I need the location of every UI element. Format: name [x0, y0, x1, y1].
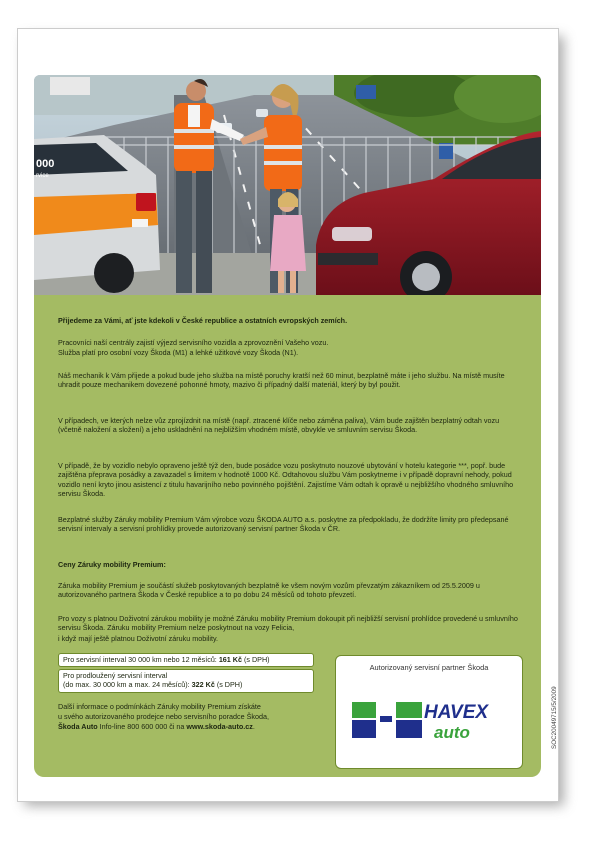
- footer-line-2: u svého autorizovaného prodejce nebo servisního poradce Škoda,: [58, 712, 269, 721]
- document-code: SOC20049715/5/2009: [551, 686, 558, 749]
- price-box-extended-tail: (s DPH): [214, 680, 243, 690]
- roadside-assistance-scene: [34, 75, 541, 295]
- footer-dot: .: [252, 722, 255, 731]
- leaflet-page: [17, 28, 559, 802]
- price-box-standard: [58, 653, 314, 667]
- footer-line-1: Další informace o podmínkách Záruky mobility Premium získáte: [58, 702, 261, 711]
- van-text: 000: [36, 158, 55, 170]
- price-extended-value: 322 Kč: [191, 680, 215, 690]
- brand-name: Škoda Auto: [58, 722, 98, 731]
- van-text-small: rvice: [36, 173, 49, 179]
- logo-word-havex: HAVEX: [424, 702, 489, 723]
- partner-box: [335, 655, 523, 769]
- intro-paragraph-1a: Pracovníci naší centrály zajistí výjezd servisního vozidla a zprovoznění Vašeho vozu.: [58, 338, 329, 347]
- intro-paragraph-4: V případě, že by vozidlo nebylo opraveno ještě týž den, bude posádce vozu poskytnuto nouzové ubytování v hotelu kategorie ***, popř. bude zajištěna přeprava posádky a zavazadel s limitem v hodnotě 1000 Kč. Odtahovou službu Vám poskytneme i v případě dopravní nehody, pokud vozidlo není kryto jinou asistencí z titulu havarijního nebo povinného pojištění. Zajistíme Vám odtah k opravě u nejbližšího vhodného smluvního servisu Škoda.: [58, 461, 514, 499]
- havex-auto-logo: [350, 696, 510, 746]
- prices-heading: Ceny Záruky mobility Premium:: [58, 560, 166, 569]
- prices-paragraph-2a: Pro vozy s platnou Doživotní zárukou mobility je možné Záruku mobility Premium dokoupit při nejbližší servisní prohlídce provedené u smluvního servisu Škoda. Záruku mobility Premium nelze poskytnout na vozy Felicia,: [58, 614, 518, 633]
- prices-paragraph-2b: i když mají ještě platnou Doživotní záruku mobility.: [58, 634, 219, 643]
- price-box-standard-text: Pro servisní interval 30 000 km nebo 12 měsíců:: [63, 655, 219, 664]
- price-box-extended: [58, 669, 314, 693]
- intro-paragraph-5: Bezplatné služby Záruky mobility Premium Vám výrobce vozu ŠKODA AUTO a.s. poskytne za předpokladu, že dodržíte limity pro předepsané servisní intervaly a servisní prohlídky provede autorizovaný servisní partner Škoda v ČR.: [58, 515, 509, 534]
- price-standard-value: 161 Kč: [218, 655, 242, 664]
- intro-paragraph-1b: Služba platí pro osobní vozy Škoda (M1) a lehké užitkové vozy Škoda (N1).: [58, 348, 299, 357]
- price-box-extended-text: (do max. 30 000 km a max. 24 měsíců):: [63, 680, 192, 690]
- price-box-extended-line1: Pro prodloužený servisní interval: [63, 671, 168, 680]
- price-box-standard-tail: (s DPH): [242, 655, 270, 664]
- footer-line-3: [58, 722, 348, 731]
- website-link[interactable]: www.skoda-auto.cz: [186, 722, 253, 731]
- logo-word-auto: auto: [434, 723, 470, 742]
- intro-paragraph-3: V případech, ve kterých nelze vůz zprojízdnit na místě (např. ztracené klíče nebo záměna paliva), Vám bude zajištěn bezplatný odtah vozu (včetně naložení a složení) a jeho uskladnění na nejbližším vhodném místě, obvykle ve smluvním servisu Škoda.: [58, 416, 500, 435]
- intro-heading: Přijedeme za Vámi, ať jste kdekoli v České republice a ostatních evropských zemích.: [58, 316, 348, 325]
- prices-paragraph-1: Záruka mobility Premium je součástí služeb poskytovaných bezplatně ke všem novým vozům převzatým zákazníkem od 25.5.2009 u autorizovaného partnera Škoda v České republice a to po dobu 24 měsíců od tohoto převzetí.: [58, 581, 480, 600]
- intro-paragraph-2: Náš mechanik k Vám přijede a pokud bude jeho služba na místě poruchy kratší než 60 minut, bezplatně máte i jeho službu. Na místě musíte uhradit pouze mechanikem dovezené pohonné hmoty, mazivo či případný další materiál, který by byl použit.: [58, 371, 505, 390]
- infoline-text: Info-line 800 600 000 či na: [97, 722, 187, 731]
- road-sign: [356, 85, 376, 99]
- partner-caption: Autorizovaný servisní partner Škoda: [369, 663, 489, 672]
- hero-photo: [34, 75, 541, 295]
